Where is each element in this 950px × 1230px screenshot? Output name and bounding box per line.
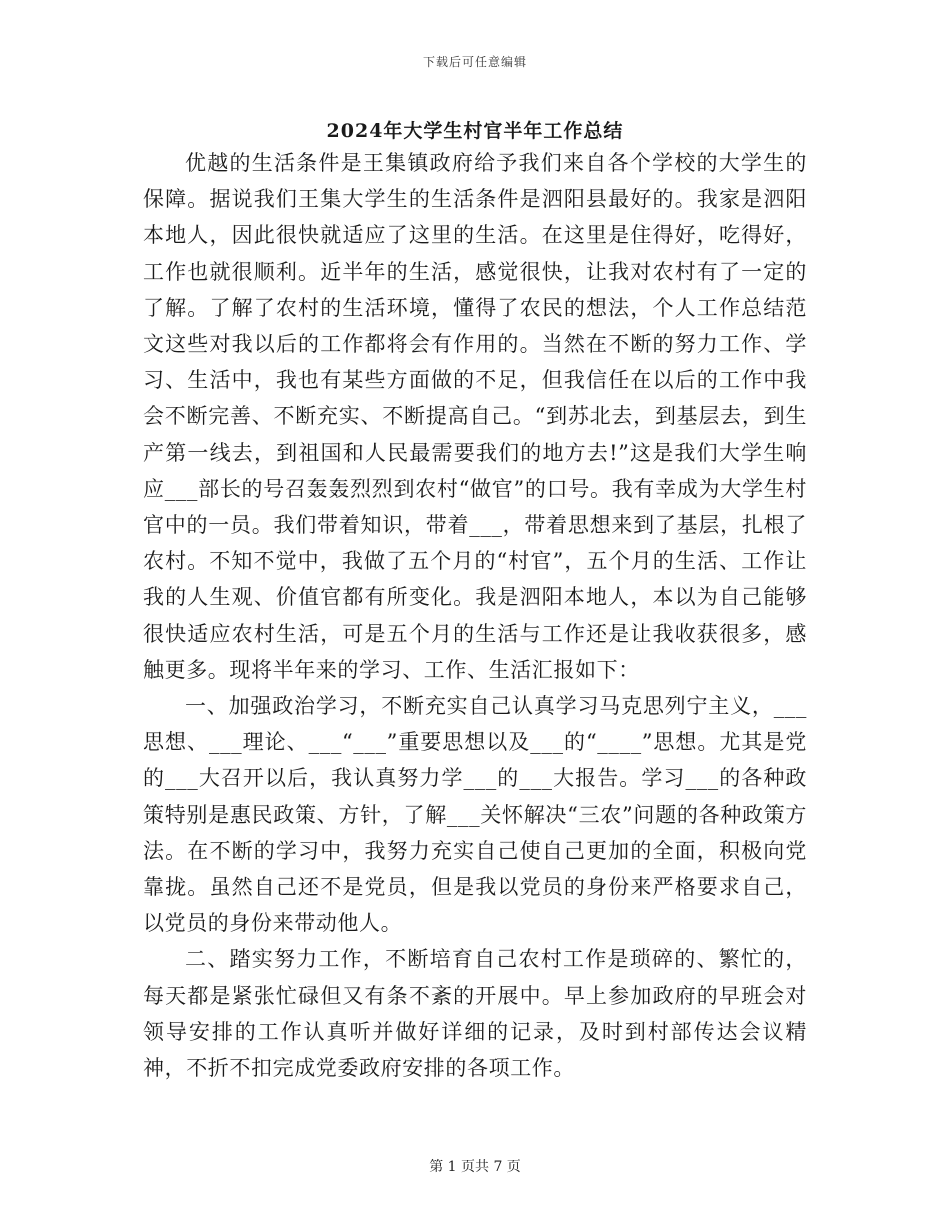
paragraph-intro: 优越的生活条件是王集镇政府给予我们来自各个学校的大学生的保障。据说我们王集大学生的生活条件是泗阳县最好的。我家是泗阳本地人，因此很快就适应了这里的生活。在这里是住得好，吃得好，工作也就很顺利。近半年的生活，感觉很快，让我对农村有了一定的了解。了解了农村的生活环境，懂得了农民的想法，个人工作总结范文这些对我以后的工作都将会有作用的。当然在不断的努力工作、学习、生活中，我也有某些方面做的不足，但我信任在以后的工作中我会不断完善、不断充实、不断提高自己。“到苏北去，到基层去，到生产第一线去，到祖国和人民最需要我们的地方去!”这是我们大学生响应___部长的号召轰轰烈烈到农村“做官”的口号。我有幸成为大学生村官中的一员。我们带着知识，带着___，带着思想来到了基层，扎根了农村。不知不觉中，我做了五个月的“村官”，五个月的生活、工作让我的人生观、价值官都有所变化。我是泗阳本地人，本以为自己能够很快适应农村生活，可是五个月的生活与工作还是让我收获很多，感触更多。现将半年来的学习、工作、生活汇报如下： [143, 151, 807, 682]
header-note: 下载后可任意编辑 [422, 55, 527, 69]
paragraph-political-study: 一、加强政治学习，不断充实自己认真学习马克思列宁主义，___思想、___理论、___“___”重要思想以及___的“____”思想。尤其是党的___大召开以后，我认真努力学___的___大报告。学习___的各种政策特别是惠民政策、方针，了解___关怀解决“三农”问题的各种政策方法。在不断的学习中，我努力充实自己使自己更加的全面，积极向党靠拢。虽然自己还不是党员，但是我以党员的身份来严格要求自己，以党员的身份来带动他人。 [143, 694, 807, 936]
page-footer: 第 1 页共 7 页 [429, 1159, 521, 1175]
document-body [143, 145, 807, 1086]
document-title: 2024年大学生村官半年工作总结 [326, 120, 624, 142]
paragraph-work: 二、踏实努力工作，不断培育自己农村工作是琐碎的、繁忙的，每天都是紧张忙碌但又有条不紊的开展中。早上参加政府的早班会对领导安排的工作认真听并做好详细的记录，及时到村部传达会议精神，不折不扣完成党委政府安排的各项工作。 [143, 947, 807, 1081]
